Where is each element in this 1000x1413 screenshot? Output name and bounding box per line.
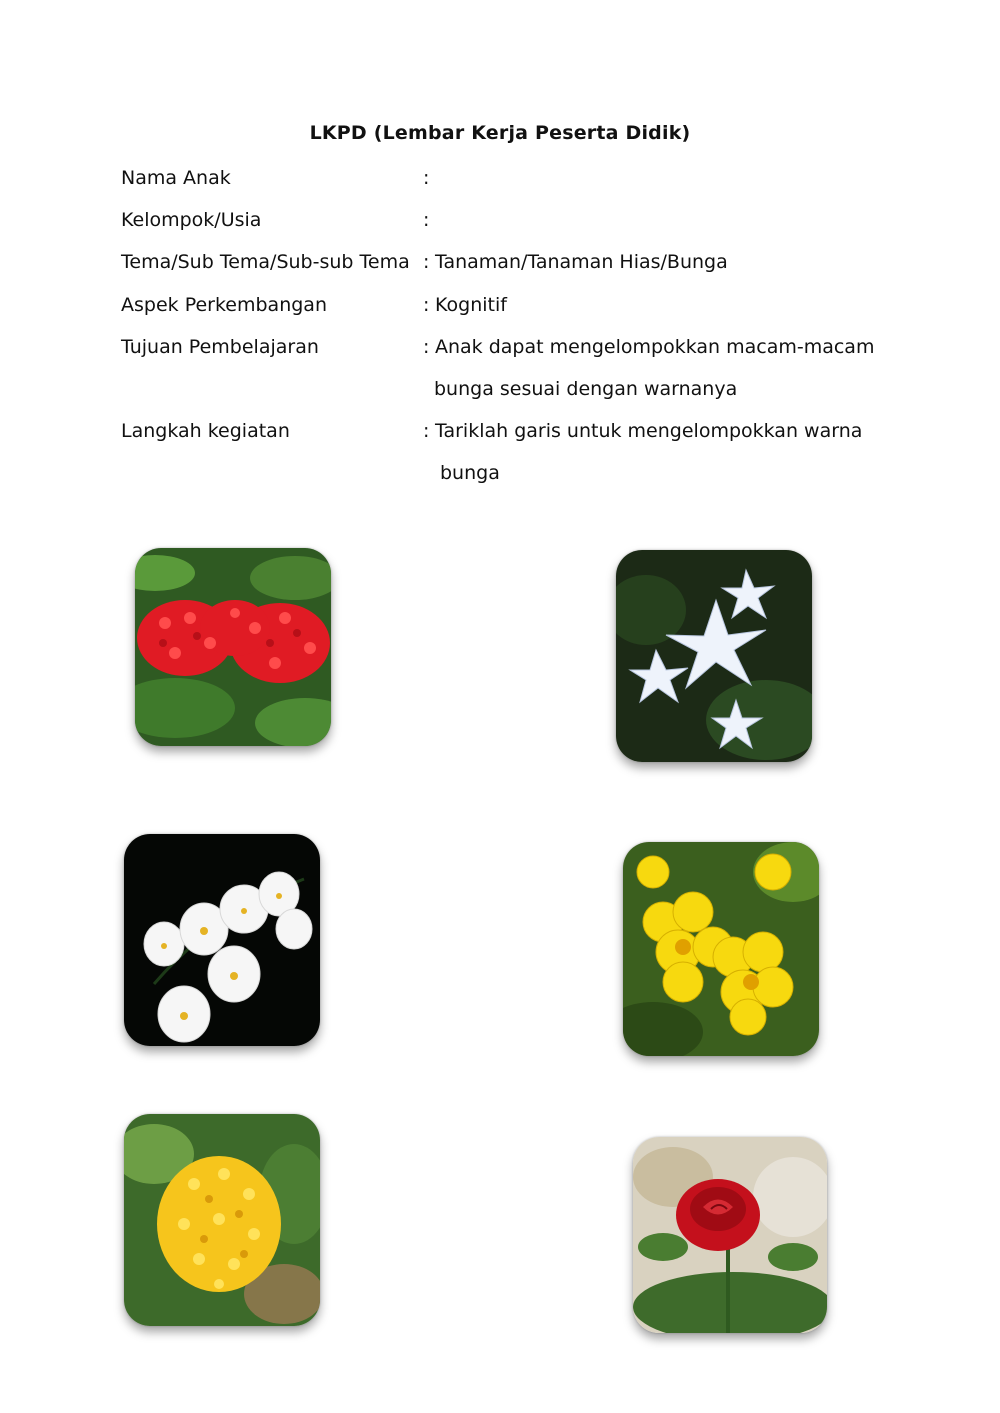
field-colon: : [423, 420, 430, 442]
field-label: Kelompok/Usia [121, 209, 262, 231]
red-ixora-flower-image[interactable] [135, 548, 331, 746]
red-rose-flower-image[interactable] [633, 1137, 827, 1333]
field-value: Kognitif [435, 294, 507, 316]
white-orchid-flower-image[interactable] [124, 834, 320, 1046]
page-title: LKPD (Lembar Kerja Peserta Didik) [309, 122, 691, 144]
field-colon: : [423, 336, 430, 358]
field-label: Tujuan Pembelajaran [121, 336, 319, 358]
field-value: Tariklah garis untuk mengelompokkan warna [435, 420, 863, 442]
yellow-ixora-flower-image[interactable] [124, 1114, 320, 1326]
white-star-jasmine-flower-image[interactable] [616, 550, 812, 762]
field-colon: : [423, 167, 430, 189]
field-label: Tema/Sub Tema/Sub-sub Tema [121, 251, 410, 273]
field-label: Langkah kegiatan [121, 420, 290, 442]
field-langkah-continuation: bunga [440, 462, 500, 484]
field-value: Tanaman/Tanaman Hias/Bunga [435, 251, 728, 273]
field-label: Aspek Perkembangan [121, 294, 327, 316]
field-label: Nama Anak [121, 167, 231, 189]
field-colon: : [423, 251, 430, 273]
field-value: Anak dapat mengelompokkan macam-macam [435, 336, 875, 358]
yellow-allamanda-flower-image[interactable] [623, 842, 819, 1056]
field-colon: : [423, 209, 430, 231]
field-colon: : [423, 294, 430, 316]
field-tujuan-continuation: bunga sesuai dengan warnanya [434, 378, 738, 400]
